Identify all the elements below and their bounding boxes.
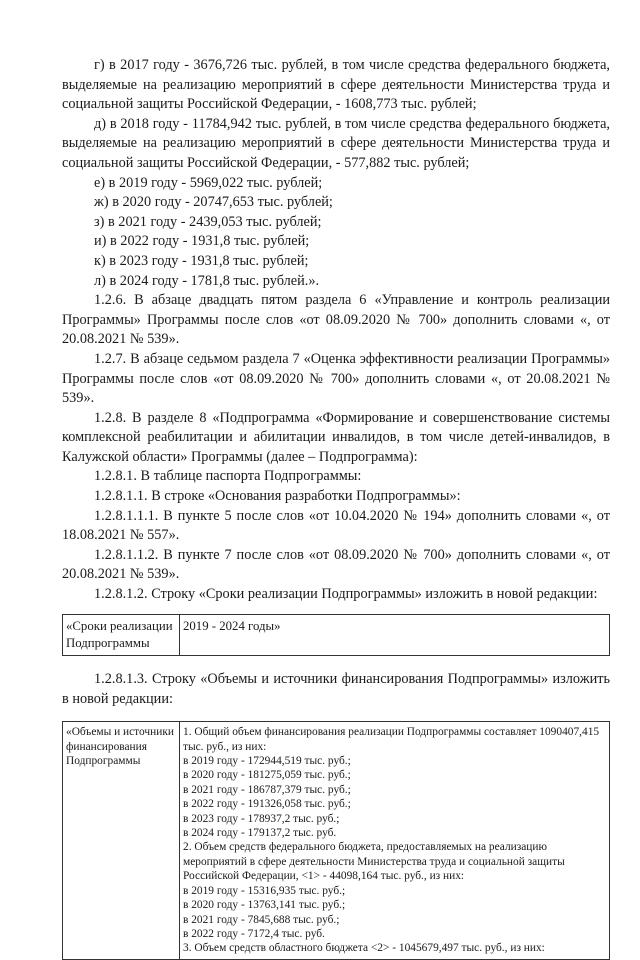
- paragraph-1-2-8-1-1-2: 1.2.8.1.1.2. В пункте 7 после слов «от 08.09.2020 № 700» дополнить словами «, от 20.08.2021 № 539».: [62, 546, 610, 583]
- list-item: з) в 2021 году - 2439,053 тыс. рублей;: [94, 213, 322, 230]
- paragraph-1-2-6: 1.2.6. В абзаце двадцать пятом раздела 6 «Управление и контроль реализации Программы» Программы после слов «от 08.09.2020 № 700» дополнить словами «, от 20.08.2021 № 539».: [62, 292, 610, 348]
- paragraph-1-2-8-1-1: 1.2.8.1.1. В строке «Основания разработки Подпрограммы»:: [94, 488, 461, 505]
- list-item: г) в 2017 году - 3676,726 тыс. рублей, в том числе средства федерального бюджета, выделяемые на реализацию мероприятий в сфере деятельности Министерства труда и социальной защиты Российской Федерации, - 1608,773 тыс. рублей;: [62, 57, 610, 113]
- list-item: к) в 2023 году - 1931,8 тыс. рублей;: [94, 252, 309, 269]
- funding-line: в 2019 году - 15316,935 тыс. руб.;: [183, 884, 346, 897]
- funding-line: в 2019 году - 172944,519 тыс. руб.;: [183, 755, 351, 768]
- funding-line: в 2022 году - 7172,4 тыс. руб.: [183, 927, 325, 940]
- table-cell-value: [180, 722, 610, 960]
- paragraph-1-2-8-1-3: 1.2.8.1.3. Строку «Объемы и источники финансирования Подпрограммы» изложить в новой редакции:: [62, 671, 610, 707]
- funding-line: в 2024 году - 179137,2 тыс. руб.: [183, 827, 337, 840]
- list-item: и) в 2022 году - 1931,8 тыс. рублей;: [94, 233, 310, 250]
- funding-line: 3. Объем средств областного бюджета <2> - 1045679,497 тыс. руб., из них:: [183, 942, 545, 955]
- implementation-period-table: [62, 614, 610, 656]
- document-page: [62, 56, 610, 960]
- table-row: [63, 722, 610, 960]
- funding-line: в 2023 году - 178937,2 тыс. руб.;: [183, 812, 340, 825]
- table-cell-label: «Сроки реализации Подпрограммы: [63, 614, 180, 655]
- paragraph-1-2-7: 1.2.7. В абзаце седьмом раздела 7 «Оценка эффективности реализации Программы» Программы после слов «от 08.09.2020 № 700» дополнить словами «, от 20.08.2021 № 539».: [62, 350, 610, 407]
- list-item: л) в 2024 году - 1781,8 тыс. рублей.».: [94, 272, 320, 289]
- paragraph-1-2-8: 1.2.8. В разделе 8 «Подпрограмма «Формирование и совершенствование системы комплексной реабилитации и абилитации инвалидов, в том числе детей-инвалидов, в Калужской области» Программы (далее – Подпрограмма):: [62, 409, 610, 465]
- funding-by-year-list: [62, 56, 610, 291]
- paragraph-1-2-8-1-2: 1.2.8.1.2. Строку «Сроки реализации Подпрограммы» изложить в новой редакции:: [94, 586, 598, 603]
- table-row: [63, 614, 610, 655]
- funding-sources-table: [62, 721, 610, 960]
- funding-line: в 2021 году - 7845,688 тыс. руб.;: [183, 913, 340, 926]
- funding-line: 2. Объем средств федерального бюджета, предоставляемых на реализацию мероприятий в сфере деятельности Министерства труда и социальной защиты Российской Федерации, <1> - 44098,164 тыс. руб., из них:: [183, 841, 565, 883]
- funding-line: в 2020 году - 181275,059 тыс. руб.;: [183, 769, 351, 782]
- table-cell-label: «Объемы и источники финансирования Подпрограммы: [63, 722, 180, 960]
- funding-line: в 2022 году - 191326,058 тыс. руб.;: [183, 798, 351, 811]
- list-item: д) в 2018 году - 11784,942 тыс. рублей, в том числе средства федерального бюджета, выделяемые на реализацию мероприятий в сфере деятельности Министерства труда и социальной защиты Российской Федерации, - 577,882 тыс. рублей;: [62, 115, 610, 171]
- funding-line: 1. Общий объем финансирования реализации Подпрограммы составляет 1090407,415 тыс. руб., из них:: [183, 726, 600, 753]
- funding-line: в 2020 году - 13763,141 тыс. руб.;: [183, 899, 346, 912]
- funding-line: в 2021 году - 186787,379 тыс. руб.;: [183, 783, 351, 796]
- list-item: е) в 2019 году - 5969,022 тыс. рублей;: [94, 174, 323, 191]
- table-cell-value: 2019 - 2024 годы»: [180, 614, 610, 655]
- list-item: ж) в 2020 году - 20747,653 тыс. рублей;: [94, 194, 333, 211]
- paragraph-1-2-8-1: 1.2.8.1. В таблице паспорта Подпрограммы:: [94, 468, 362, 485]
- paragraph-1-2-8-1-1-1: 1.2.8.1.1.1. В пункте 5 после слов «от 10.04.2020 № 194» дополнить словами «, от 18.08.2021 № 557».: [62, 507, 610, 544]
